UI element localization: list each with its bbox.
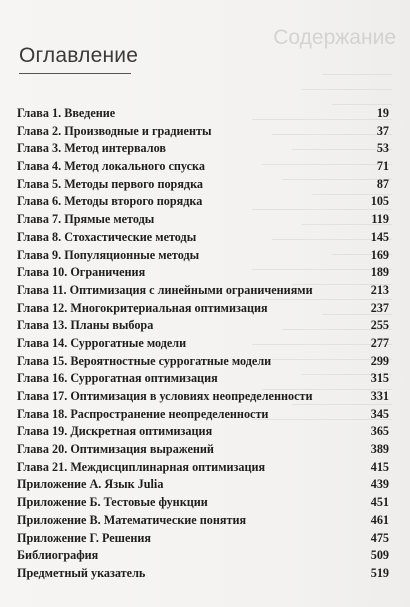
toc-entry <box>17 194 389 212</box>
toc-entry <box>17 407 389 425</box>
toc-entry-page: 105 <box>370 194 389 209</box>
toc-entry <box>17 212 389 230</box>
toc-entry-title: Приложение В. Математические понятия <box>17 512 247 527</box>
toc-entry <box>17 371 389 389</box>
toc-entry-title: Глава 15. Вероятностные суррогатные модели <box>17 353 272 368</box>
toc-entry-title: Глава 2. Производные и градиенты <box>17 123 212 138</box>
toc-entry <box>17 230 389 248</box>
toc-entry-title: Глава 16. Суррогатная оптимизация <box>17 371 218 386</box>
toc-entry-page: 237 <box>370 300 389 315</box>
toc-entry <box>17 283 389 301</box>
toc-entry <box>17 141 389 159</box>
toc-entry <box>17 548 389 566</box>
toc-entry-title: Предметный указатель <box>17 565 146 580</box>
toc-entry-page: 71 <box>376 159 389 174</box>
toc-entry <box>17 248 389 266</box>
toc-entry <box>17 566 389 584</box>
toc-entry-title: Библиография <box>17 548 99 563</box>
toc-entry-page: 415 <box>370 459 389 474</box>
toc-entry <box>17 424 389 442</box>
toc-entry-title: Приложение Г. Решения <box>17 530 151 545</box>
toc-entry-page: 87 <box>376 176 389 191</box>
toc-entry <box>17 124 389 142</box>
toc-entry-page: 277 <box>370 335 389 350</box>
toc-entry-title: Глава 1. Введение <box>17 106 116 120</box>
toc-entry-page: 345 <box>370 406 389 421</box>
toc-entry-title: Глава 21. Междисциплинарная оптимизация <box>17 459 266 474</box>
toc-entry-page: 461 <box>370 512 389 527</box>
toc-entry-title: Глава 3. Метод интервалов <box>17 141 166 156</box>
toc-entry <box>17 318 389 336</box>
toc-entry-title: Глава 17. Оптимизация в условиях неопределенности <box>17 389 313 403</box>
toc-entry-title: Глава 19. Дискретная оптимизация <box>17 424 213 439</box>
title-underline <box>19 73 131 74</box>
toc-entry-page: 53 <box>376 141 389 156</box>
toc-entry <box>17 159 389 177</box>
toc-entry-page: 169 <box>370 247 389 262</box>
toc-entry-page: 475 <box>370 530 389 545</box>
toc-entry-page: 19 <box>376 106 389 120</box>
toc-entry-title: Глава 7. Прямые методы <box>17 212 155 227</box>
toc-entry-page: 439 <box>370 477 389 492</box>
toc-entry <box>17 177 389 195</box>
toc-entry-title: Глава 8. Стохастические методы <box>17 229 197 244</box>
toc-entry <box>17 106 389 124</box>
toc-entry-title: Глава 6. Методы второго порядка <box>17 194 203 209</box>
table-of-contents <box>17 106 389 584</box>
toc-entry-page: 315 <box>370 371 389 386</box>
toc-entry-page: 389 <box>370 442 389 457</box>
toc-entry-page: 451 <box>370 495 389 510</box>
toc-entry-title: Глава 12. Многокритериальная оптимизация <box>17 300 268 315</box>
toc-entry <box>17 477 389 495</box>
toc-entry <box>17 265 389 283</box>
toc-entry-title: Приложение А. Язык Julia <box>17 477 164 492</box>
toc-entry-page: 145 <box>370 229 389 244</box>
toc-entry-page: 365 <box>370 424 389 439</box>
toc-entry-page: 189 <box>370 265 389 280</box>
toc-entry <box>17 460 389 478</box>
toc-entry-title: Глава 11. Оптимизация с линейными ограничениями <box>17 282 313 297</box>
toc-entry-title: Глава 10. Ограничения <box>17 265 146 280</box>
toc-entry <box>17 389 389 407</box>
toc-entry <box>17 531 389 549</box>
toc-entry-title: Глава 4. Метод локального спуска <box>17 159 205 174</box>
toc-entry-page: 509 <box>370 548 389 563</box>
toc-entry <box>17 442 389 460</box>
toc-entry-page: 37 <box>376 123 389 138</box>
toc-entry-page: 519 <box>370 565 389 580</box>
toc-entry-title: Приложение Б. Тестовые функции <box>17 495 208 510</box>
toc-entry <box>17 495 389 513</box>
toc-entry-page: 331 <box>370 389 389 403</box>
toc-entry-title: Глава 14. Суррогатные модели <box>17 335 187 350</box>
page-title: Оглавление <box>19 44 139 67</box>
toc-entry-title: Глава 5. Методы первого порядка <box>17 176 204 191</box>
toc-entry <box>17 301 389 319</box>
toc-entry <box>17 336 389 354</box>
toc-entry <box>17 513 389 531</box>
toc-entry-title: Глава 20. Оптимизация выражений <box>17 442 214 457</box>
toc-entry-page: 213 <box>370 282 389 297</box>
toc-entry-page: 119 <box>371 212 389 227</box>
show-through-title: Содержание <box>273 26 396 49</box>
toc-entry-page: 299 <box>370 353 389 368</box>
toc-entry-page: 255 <box>370 318 389 333</box>
toc-entry-title: Глава 9. Популяционные методы <box>17 247 200 262</box>
toc-entry <box>17 354 389 372</box>
toc-entry-title: Глава 13. Планы выбора <box>17 318 154 333</box>
toc-entry-title: Глава 18. Распространение неопределенности <box>17 406 269 421</box>
